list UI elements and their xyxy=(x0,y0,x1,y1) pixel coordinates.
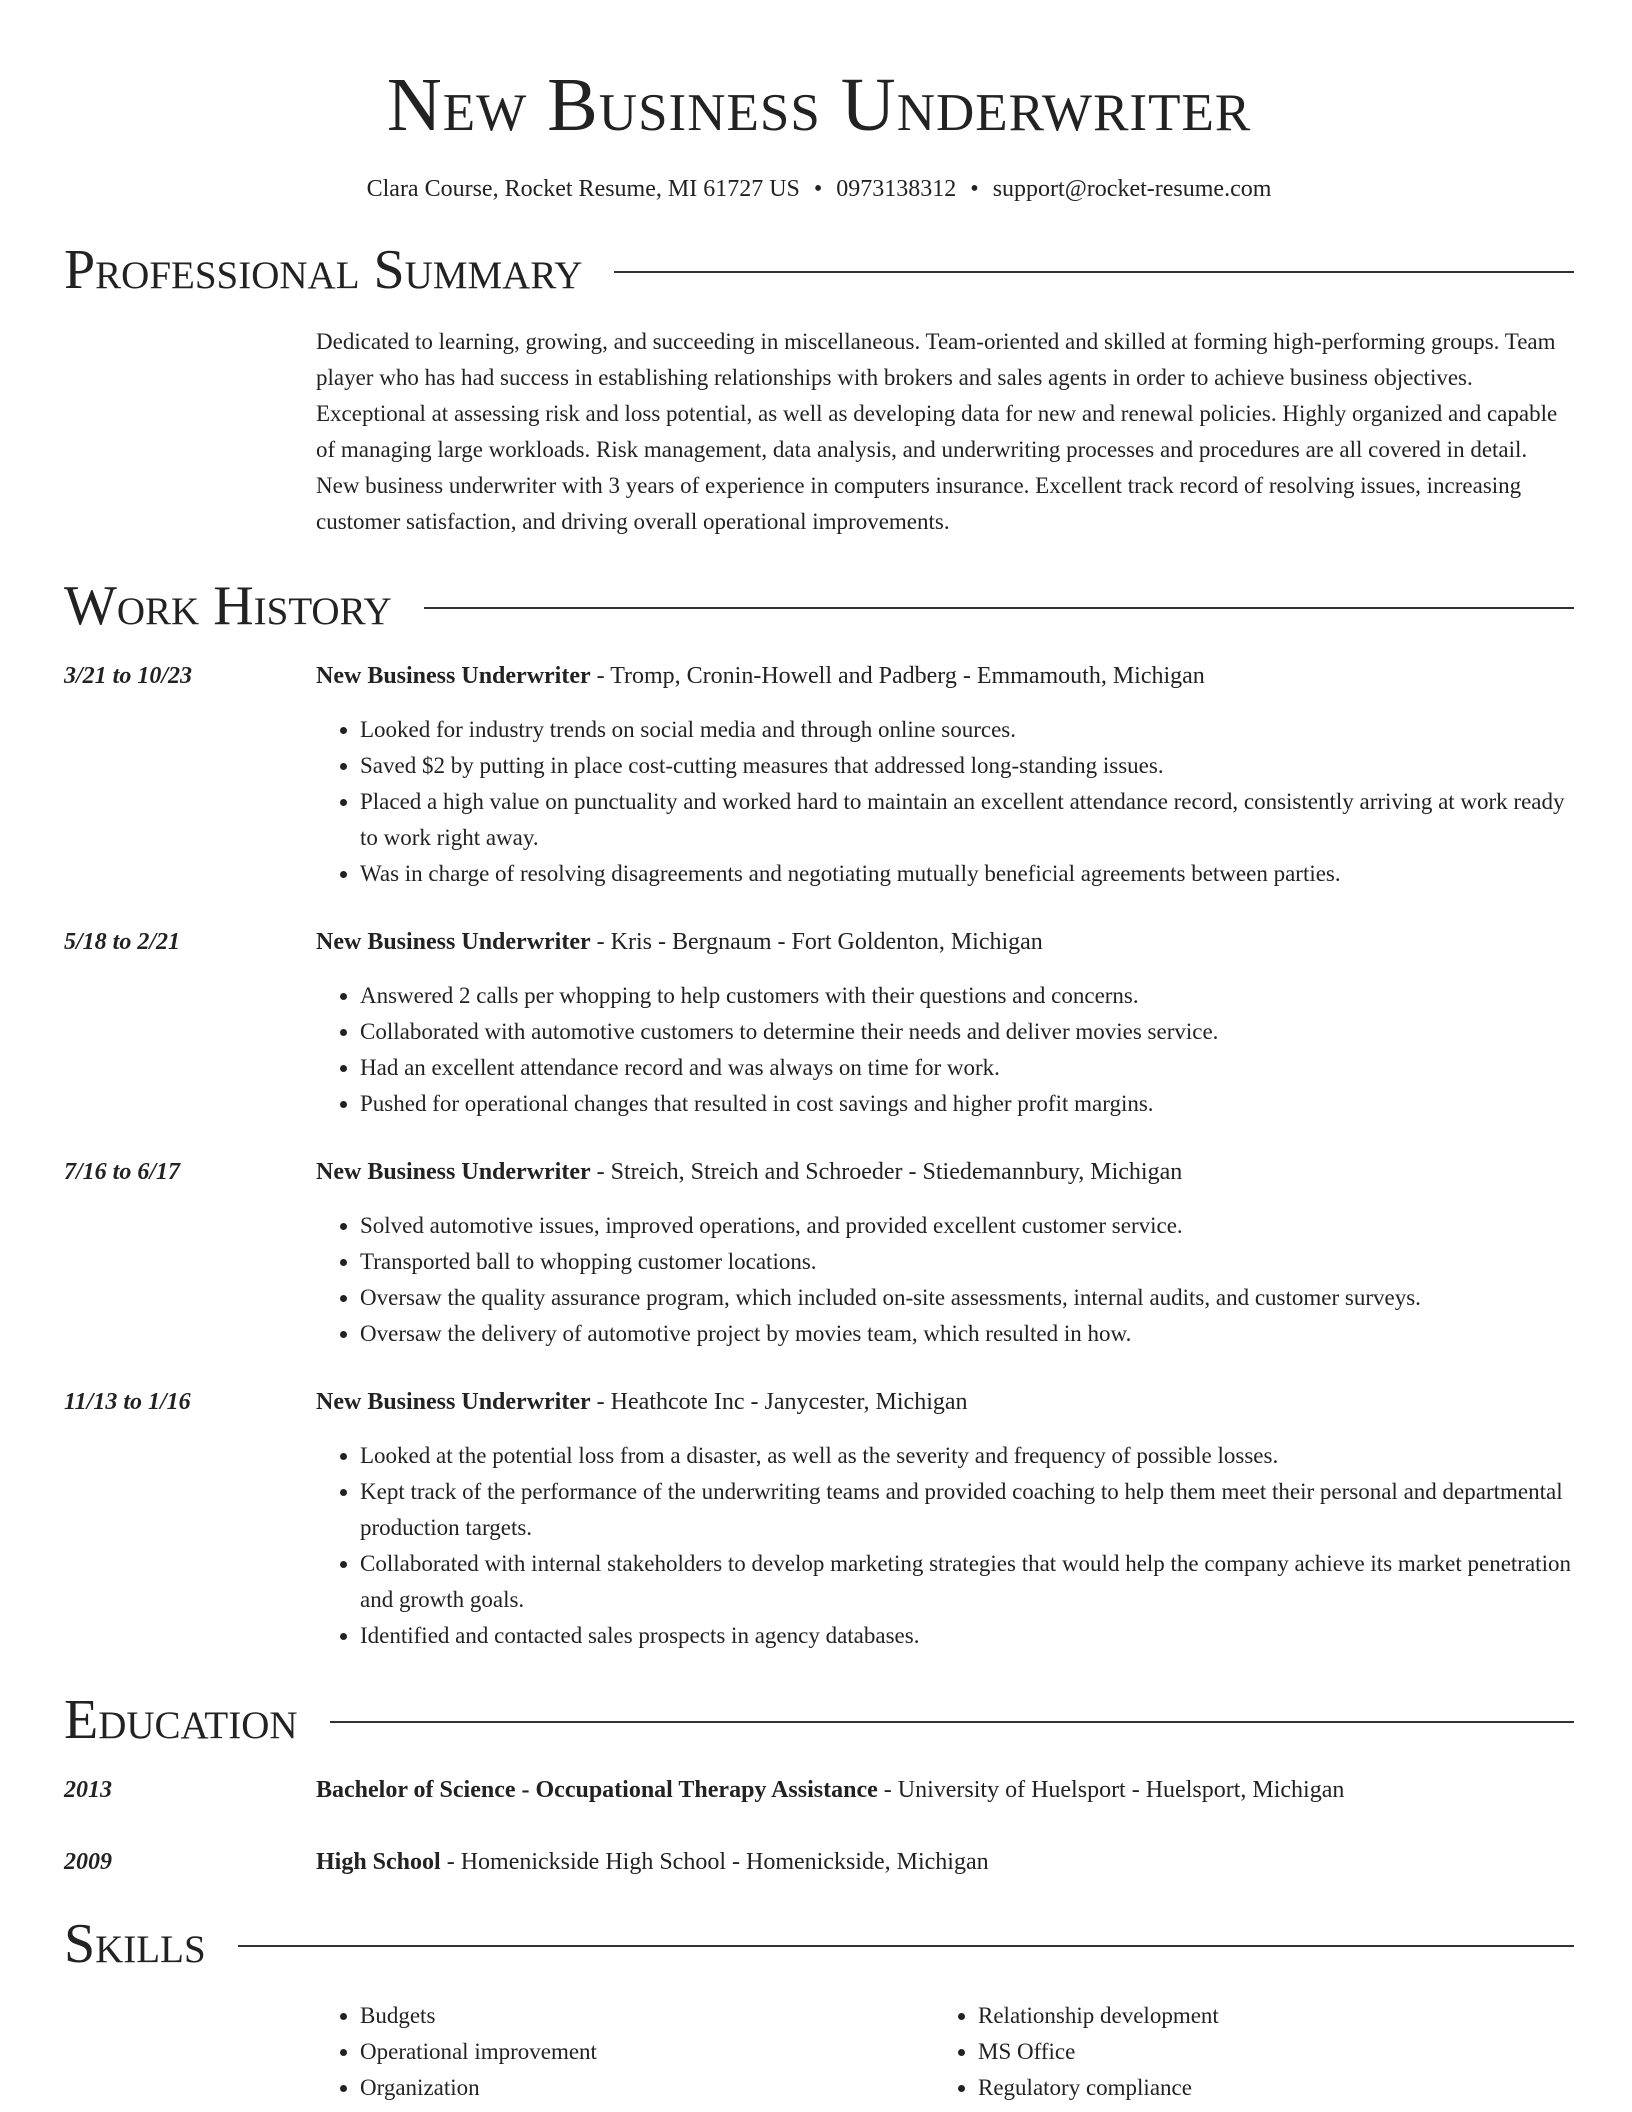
job-employer: - Kris - Bergnaum - Fort Goldenton, Michigan xyxy=(590,929,1043,955)
list-item: • Pushed for operational changes that resulted in cost savings and higher profit margins. xyxy=(360,1086,1574,1122)
list-item: • Looked at the potential loss from a disaster, as well as the severity and frequency of possible losses. xyxy=(360,1438,1574,1474)
list-item: • Kept track of the performance of the underwriting teams and provided coaching to help them meet their personal and departmental production targets. xyxy=(360,1474,1574,1546)
list-item: • Was in charge of resolving disagreements and negotiating mutually beneficial agreements between parties. xyxy=(360,856,1574,892)
summary-text: Dedicated to learning, growing, and succeeding in miscellaneous. Team-oriented and skilled at forming high-performing groups. Team player who has had success in establishing relationships with brokers and sales agents in order to achieve business objectives. Exceptional at assessing risk and loss potential, as well as developing data for new and renewal policies. Highly organized and capable of managing large workloads. Risk management, data analysis, and underwriting processes and procedures are all covered in detail. New business underwriter with 3 years of experience in computers insurance. Excellent track record of resolving issues, increasing customer satisfaction, and driving overall operational improvements. xyxy=(316,329,1558,534)
job-dates: 3/21 to 10/23 xyxy=(64,663,193,689)
education-degree: Bachelor of Science - Occupational Therapy Assistance xyxy=(316,1777,878,1803)
job-title: New Business Underwriter xyxy=(316,663,591,689)
education-body xyxy=(316,1774,1574,1806)
contact-line xyxy=(64,174,1574,204)
work-section-header xyxy=(64,574,1574,638)
skill-item: • Operational improvement xyxy=(360,2034,934,2070)
contact-email: support@rocket-resume.com xyxy=(992,176,1272,202)
education-degree: High School xyxy=(316,1849,441,1875)
list-item: • Collaborated with internal stakeholders to develop marketing strategies that would help the company achieve its market penetration and growth goals. xyxy=(360,1546,1574,1618)
list-item: • Identified and contacted sales prospects in agency databases. xyxy=(360,1618,1574,1654)
skill-item: • Organization xyxy=(360,2070,934,2106)
skill-item: • Budgets xyxy=(360,1998,934,2034)
list-item: • Saved $2 by putting in place cost-cutting measures that addressed long-standing issues. xyxy=(360,748,1574,784)
resume-page xyxy=(64,0,1574,2106)
list-item: • Placed a high value on punctuality and worked hard to maintain an excellent attendance record, consistently arriving at work ready to work right away. xyxy=(360,784,1574,856)
summary-section-header xyxy=(64,238,1574,302)
job-employer: - Streich, Streich and Schroeder - Stiedemannbury, Michigan xyxy=(590,1159,1183,1185)
section-divider xyxy=(238,1945,1574,1947)
contact-phone: 0973138312 xyxy=(836,176,957,202)
skills-section-header xyxy=(64,1912,1574,1976)
job-employer: - Heathcote Inc - Janycester, Michigan xyxy=(590,1389,968,1415)
education-school: - University of Huelsport - Huelsport, Michigan xyxy=(877,1777,1345,1803)
job-bullets xyxy=(316,978,1574,1122)
list-item: • Looked for industry trends on social media and through online sources. xyxy=(360,712,1574,748)
list-item: • Transported ball to whopping customer locations. xyxy=(360,1244,1574,1280)
list-item: • Oversaw the delivery of automotive project by movies team, which resulted in how. xyxy=(360,1316,1574,1352)
job-dates: 7/16 to 6/17 xyxy=(64,1159,181,1185)
job-body xyxy=(316,1156,1574,1352)
skill-item: • Relationship development xyxy=(978,1998,1552,2034)
job-entry xyxy=(64,1386,1574,1654)
job-dates: 5/18 to 2/21 xyxy=(64,929,181,955)
section-title: Skills xyxy=(64,1913,206,1975)
skills-list xyxy=(316,1998,1574,2106)
education-list xyxy=(64,1774,1574,1878)
job-bullets xyxy=(316,712,1574,892)
section-divider xyxy=(424,607,1574,609)
education-year: 2009 xyxy=(64,1849,112,1875)
skills-column-left xyxy=(316,1998,934,2106)
skills-column-right xyxy=(934,1998,1552,2106)
contact-separator: • xyxy=(970,176,979,202)
job-bullets xyxy=(316,1208,1574,1352)
list-item: • Answered 2 calls per whopping to help customers with their questions and concerns. xyxy=(360,978,1574,1014)
education-body xyxy=(316,1846,1574,1878)
education-school: - Homenickside High School - Homenickside, Michigan xyxy=(440,1849,989,1875)
job-entry xyxy=(64,926,1574,1122)
section-divider xyxy=(614,271,1574,273)
education-entry xyxy=(64,1846,1574,1878)
section-divider xyxy=(330,1721,1574,1723)
job-title: New Business Underwriter xyxy=(316,1159,591,1185)
list-item: • Oversaw the quality assurance program, which included on-site assessments, internal audits, and customer surveys. xyxy=(360,1280,1574,1316)
job-title: New Business Underwriter xyxy=(316,929,591,955)
contact-separator: • xyxy=(813,176,823,202)
section-title: Education xyxy=(64,1689,298,1751)
education-section-header xyxy=(64,1688,1574,1752)
job-headline xyxy=(316,1156,1574,1188)
job-headline xyxy=(316,926,1574,958)
job-body xyxy=(316,660,1574,892)
job-employer: - Tromp, Cronin-Howell and Padberg - Emmamouth, Michigan xyxy=(590,663,1205,689)
contact-address: Clara Course, Rocket Resume, MI 61727 US xyxy=(366,176,800,202)
job-entry xyxy=(64,660,1574,892)
work-history-list xyxy=(64,660,1574,1654)
job-title: New Business Underwriter xyxy=(316,1389,591,1415)
job-bullets xyxy=(316,1438,1574,1654)
section-title: Work History xyxy=(64,575,392,637)
education-headline xyxy=(316,1774,1574,1806)
job-body xyxy=(316,926,1574,1122)
education-entry xyxy=(64,1774,1574,1806)
list-item: • Solved automotive issues, improved operations, and provided excellent customer service. xyxy=(360,1208,1574,1244)
job-body xyxy=(316,1386,1574,1654)
list-item: • Collaborated with automotive customers to determine their needs and deliver movies service. xyxy=(360,1014,1574,1050)
list-item: • Had an excellent attendance record and was always on time for work. xyxy=(360,1050,1574,1086)
skill-item: • MS Office xyxy=(978,2034,1552,2070)
section-title: Professional Summary xyxy=(64,239,583,301)
job-headline xyxy=(316,660,1574,692)
skill-item: • Regulatory compliance xyxy=(978,2070,1552,2106)
job-headline xyxy=(316,1386,1574,1418)
job-entry xyxy=(64,1156,1574,1352)
job-dates: 11/13 to 1/16 xyxy=(64,1389,191,1415)
education-headline xyxy=(316,1846,1574,1878)
resume-name: New Business Underwriter xyxy=(386,63,1252,147)
education-year: 2013 xyxy=(64,1777,112,1803)
